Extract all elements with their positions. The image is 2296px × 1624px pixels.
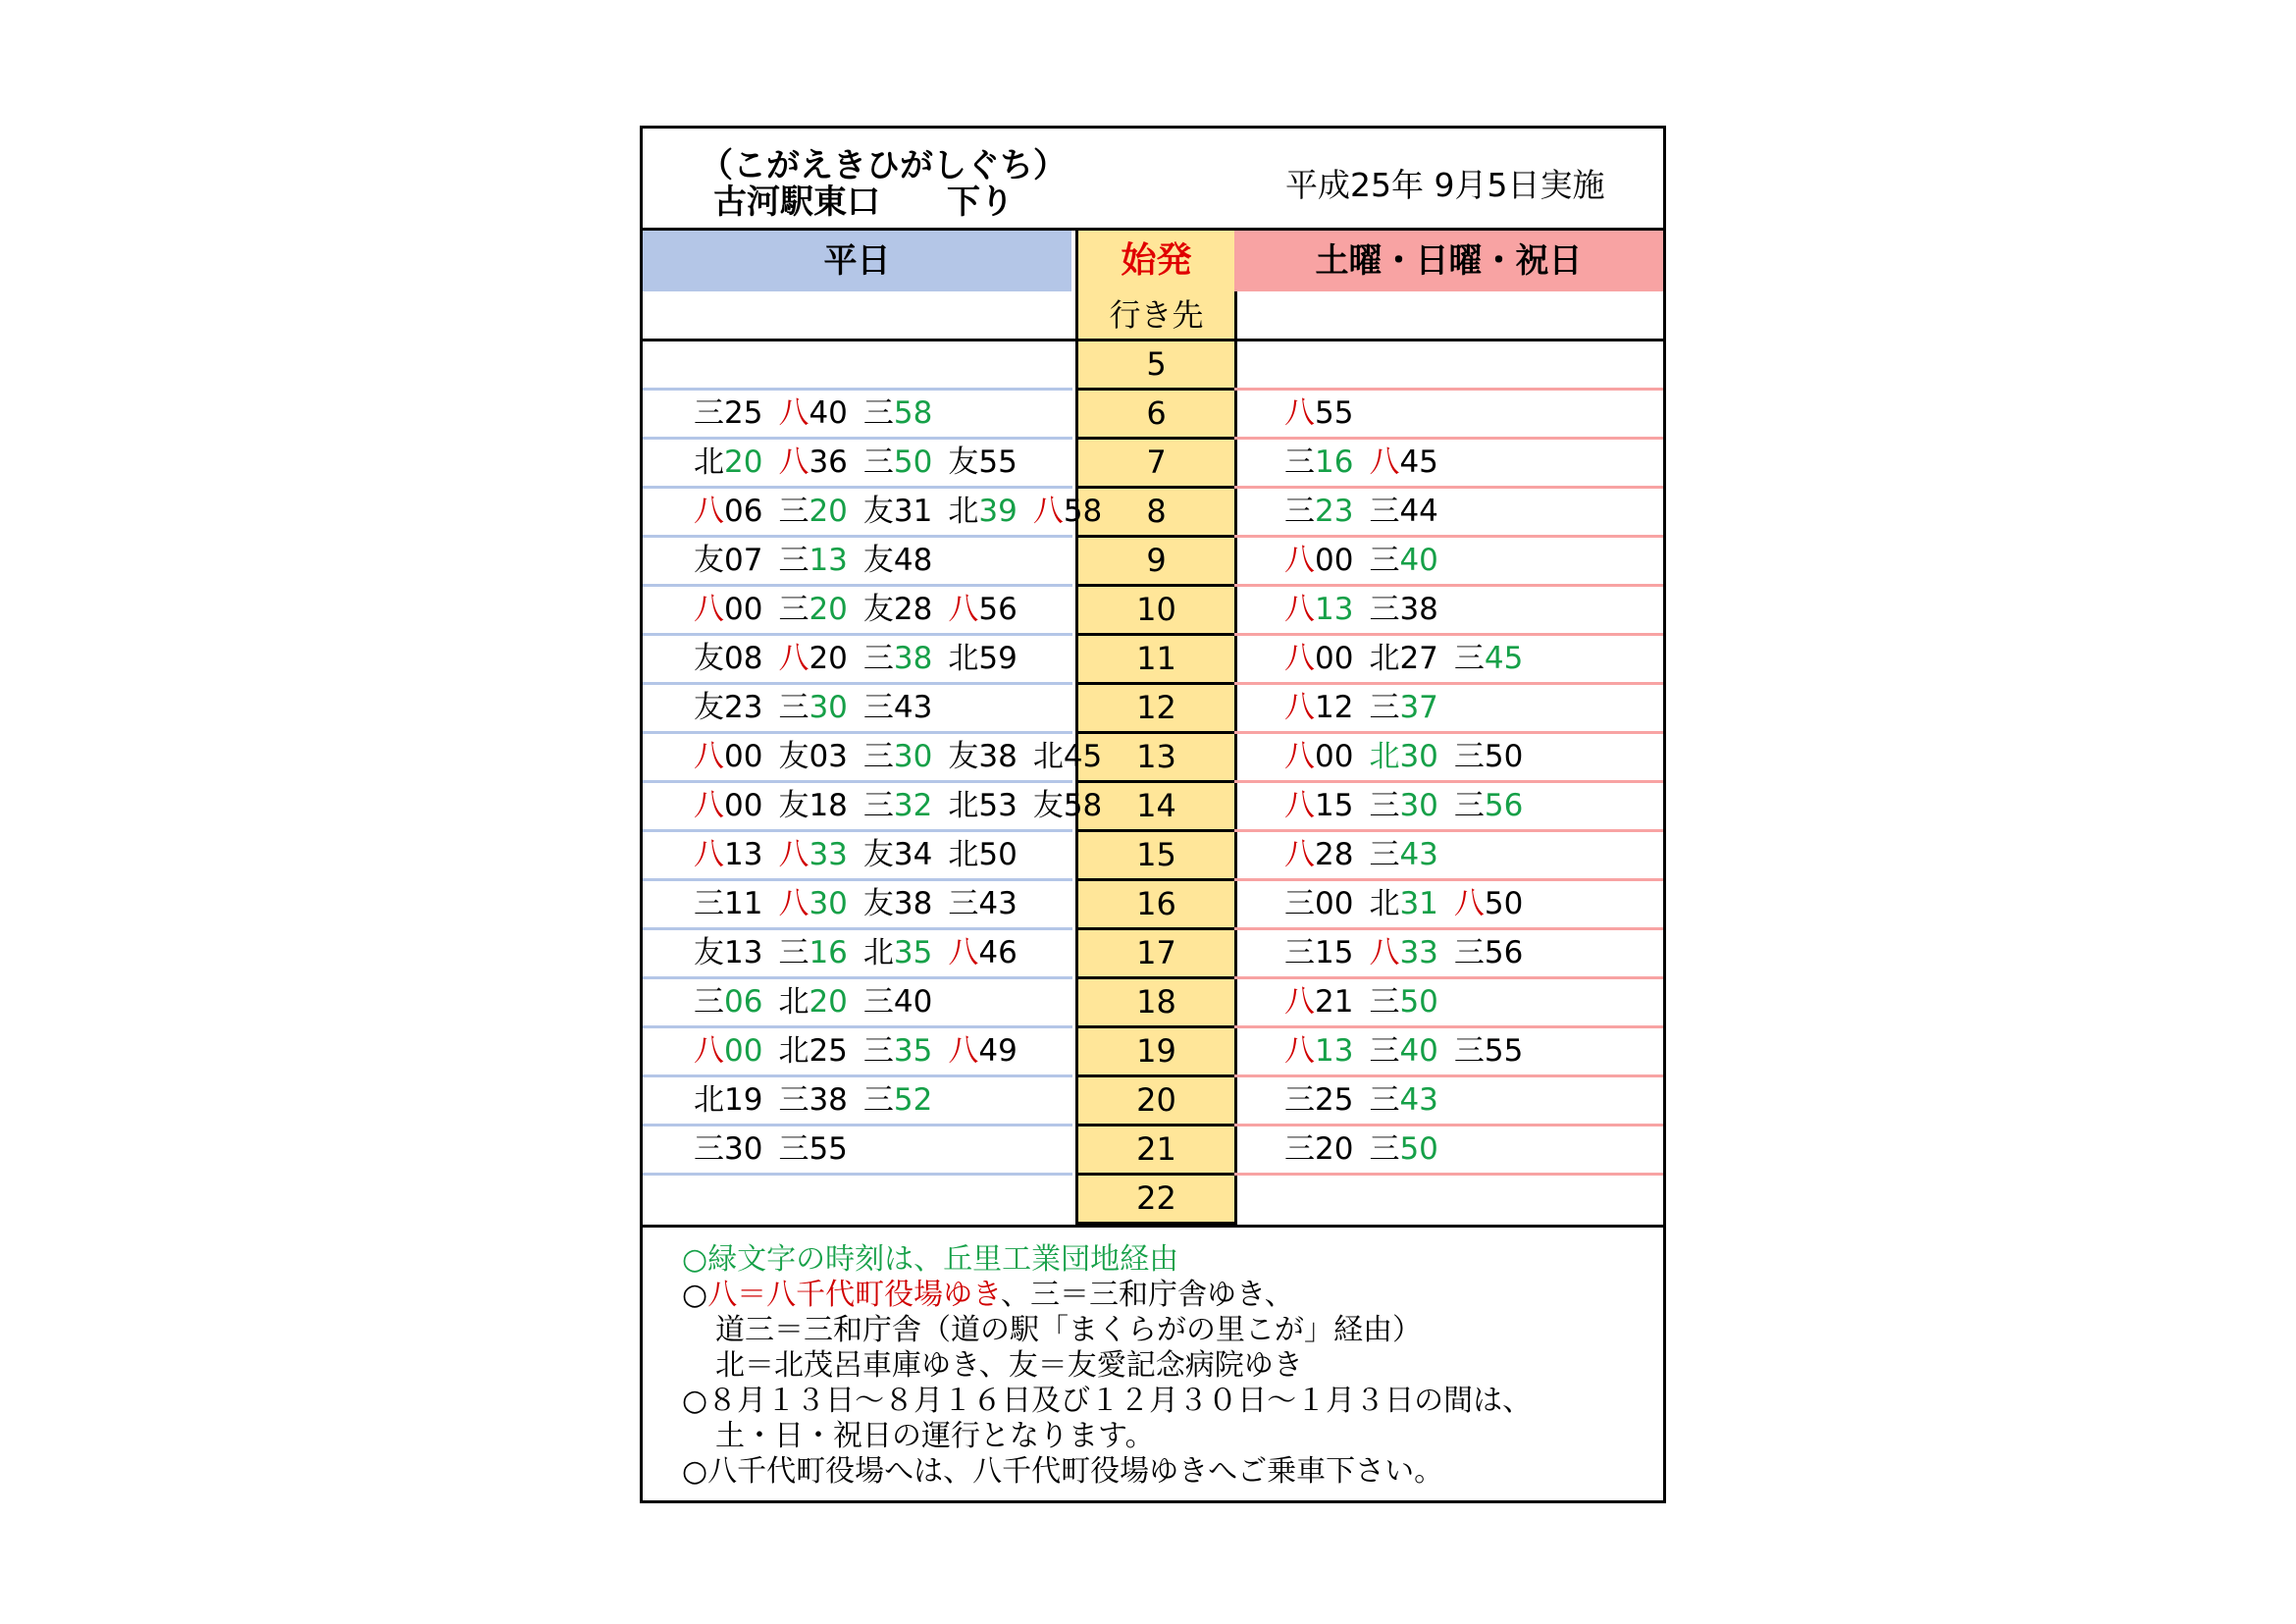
- departure-time: 八00: [694, 592, 763, 627]
- departure-time: 三52: [862, 1082, 933, 1118]
- hour-cell: 19: [1075, 1028, 1237, 1077]
- departure-time: 北39: [948, 494, 1018, 529]
- hour-cell: 12: [1075, 685, 1237, 734]
- weekday-times: [694, 587, 1033, 633]
- departure-time: 北25: [778, 1033, 848, 1069]
- note-holiday-operation: 土・日・祝日の運行となります。: [715, 1419, 1155, 1453]
- weekend-times: [1284, 538, 1454, 584]
- hour-cell: 6: [1075, 391, 1237, 440]
- departure-time: 友38: [862, 886, 933, 921]
- departure-time: 八33: [778, 837, 848, 872]
- departure-time: 三55: [778, 1131, 848, 1167]
- departure-time: 北59: [948, 641, 1018, 676]
- weekday-times: [694, 979, 948, 1025]
- weekend-times: [1284, 881, 1539, 927]
- hour-cell: 17: [1075, 930, 1237, 979]
- departure-time: 八00: [694, 739, 763, 774]
- hour-cell: 5: [1075, 341, 1237, 391]
- weekday-times: [694, 489, 1118, 535]
- weekend-times: [1284, 734, 1539, 780]
- departure-time: 三55: [1453, 1033, 1524, 1069]
- departure-time: 友03: [778, 739, 848, 774]
- departure-time: 友08: [694, 641, 763, 676]
- departure-time: 三40: [1369, 1033, 1438, 1069]
- departure-time: 北35: [862, 935, 933, 970]
- weekend-times: [1284, 783, 1539, 829]
- departure-time: 友18: [778, 788, 848, 823]
- departure-time: 八13: [694, 837, 763, 872]
- departure-time: 友28: [862, 592, 933, 627]
- hour-cell: 20: [1075, 1077, 1237, 1126]
- departure-time: 三50: [862, 445, 933, 480]
- weekend-times: [1284, 1077, 1454, 1124]
- departure-time: 八13: [1284, 592, 1354, 627]
- hour-cell: 22: [1075, 1176, 1237, 1225]
- weekday-times: [694, 440, 1033, 486]
- weekend-times: [1284, 832, 1454, 878]
- departure-time: 八13: [1284, 1033, 1354, 1069]
- weekend-times: [1284, 391, 1369, 437]
- departure-time: 友13: [694, 935, 763, 970]
- departure-time: 八00: [1284, 543, 1354, 578]
- note-destinations: ○八＝八千代町役場ゆき、三＝三和庁舎ゆき、: [682, 1278, 1294, 1312]
- departure-time: 八55: [1284, 395, 1354, 431]
- departure-time: 三40: [1369, 543, 1438, 578]
- departure-time: 友23: [694, 690, 763, 725]
- departure-time: 三50: [1369, 1131, 1438, 1167]
- departure-time: 北50: [948, 837, 1018, 872]
- departure-time: 八50: [1453, 886, 1524, 921]
- departure-time: 北45: [1032, 739, 1103, 774]
- departure-time: 三43: [1369, 1082, 1438, 1118]
- first-departure-header: 始発: [1075, 231, 1237, 291]
- note-green-route: ○緑文字の時刻は、丘里工業団地経由: [682, 1242, 1179, 1277]
- departure-time: 八46: [948, 935, 1018, 970]
- departure-time: 友38: [948, 739, 1018, 774]
- departure-time: 友55: [948, 445, 1018, 480]
- departure-time: 三25: [694, 395, 763, 431]
- departure-time: 八30: [778, 886, 848, 921]
- departure-time: 三56: [1453, 788, 1524, 823]
- weekday-times: [694, 1028, 1033, 1074]
- weekend-times: [1284, 489, 1454, 535]
- weekend-times: [1284, 1126, 1454, 1173]
- weekday-times: [694, 685, 948, 731]
- departure-time: 北31: [1369, 886, 1438, 921]
- note-kita-tomo: 北＝北茂呂車庫ゆき、友＝友愛記念病院ゆき: [715, 1348, 1303, 1383]
- departure-time: 三16: [1284, 445, 1354, 480]
- departure-time: 八49: [948, 1033, 1018, 1069]
- destination-label: 行き先: [1075, 291, 1237, 339]
- departure-time: 三32: [862, 788, 933, 823]
- departure-time: 八45: [1369, 445, 1438, 480]
- departure-time: 北53: [948, 788, 1018, 823]
- departure-time: 友07: [694, 543, 763, 578]
- weekday-times: [694, 1126, 863, 1173]
- departure-time: 三30: [778, 690, 848, 725]
- departure-time: 三38: [862, 641, 933, 676]
- departure-time: 八56: [948, 592, 1018, 627]
- note-yachiyo: 八＝八千代町役場ゆき: [707, 1278, 1001, 1312]
- departure-time: 三13: [778, 543, 848, 578]
- departure-time: 北27: [1369, 641, 1438, 676]
- weekend-times: [1284, 930, 1539, 976]
- departure-time: 北19: [694, 1082, 763, 1118]
- weekend-times: [1284, 1028, 1539, 1074]
- departure-time: 三58: [862, 395, 933, 431]
- departure-time: 三43: [1369, 837, 1438, 872]
- weekday-times: [694, 783, 1118, 829]
- departure-time: 三44: [1369, 494, 1438, 529]
- departure-time: 八33: [1369, 935, 1438, 970]
- hour-cell: 8: [1075, 489, 1237, 538]
- hour-cell: 21: [1075, 1126, 1237, 1176]
- weekday-times: [694, 391, 948, 437]
- departure-time: 友34: [862, 837, 933, 872]
- departure-time: 友58: [1032, 788, 1103, 823]
- effective-date: 平成25年 9月5日実施: [1285, 166, 1605, 204]
- departure-time: 八20: [778, 641, 848, 676]
- departure-time: 三30: [862, 739, 933, 774]
- weekday-times: [694, 832, 1033, 878]
- hour-cell: 7: [1075, 440, 1237, 489]
- departure-time: 八00: [1284, 739, 1354, 774]
- row-divider: [1234, 1173, 1663, 1176]
- departure-time: 八15: [1284, 788, 1354, 823]
- weekday-times: [694, 881, 1033, 927]
- hour-cell: 15: [1075, 832, 1237, 881]
- hour-cell: 9: [1075, 538, 1237, 587]
- departure-time: 三06: [694, 984, 763, 1020]
- station-name: 古河駅東口: [713, 183, 880, 222]
- weekend-times: [1284, 440, 1454, 486]
- note-michisan: 道三＝三和庁舎（道の駅「まくらがの里こが」経由）: [715, 1313, 1422, 1347]
- departure-time: 八06: [694, 494, 763, 529]
- departure-time: 三20: [778, 592, 848, 627]
- direction-label: 下り: [947, 183, 1014, 222]
- departure-time: 三35: [862, 1033, 933, 1069]
- departure-time: 三30: [1369, 788, 1438, 823]
- departure-time: 八36: [778, 445, 848, 480]
- departure-time: 友48: [862, 543, 933, 578]
- weekday-times: [694, 538, 948, 584]
- departure-time: 八12: [1284, 690, 1354, 725]
- departure-time: 三23: [1284, 494, 1354, 529]
- departure-time: 三20: [1284, 1131, 1354, 1167]
- departure-time: 八21: [1284, 984, 1354, 1020]
- departure-time: 三11: [694, 886, 763, 921]
- departure-time: 北30: [1369, 739, 1438, 774]
- weekday-times: [694, 734, 1118, 780]
- departure-time: 友31: [862, 494, 933, 529]
- departure-time: 三30: [694, 1131, 763, 1167]
- departure-time: 三38: [778, 1082, 848, 1118]
- station-reading: （こがえきひがしぐち）: [700, 146, 1067, 185]
- weekday-times: [694, 636, 1033, 682]
- departure-time: 八00: [1284, 641, 1354, 676]
- note-yachiyo-advice: ○八千代町役場へは、八千代町役場ゆきへご乗車下さい。: [682, 1454, 1444, 1489]
- departure-time: 八58: [1032, 494, 1103, 529]
- departure-time: 三45: [1453, 641, 1524, 676]
- departure-time: 三20: [778, 494, 848, 529]
- weekend-times: [1284, 636, 1539, 682]
- departure-time: 三15: [1284, 935, 1354, 970]
- departure-time: 北20: [778, 984, 848, 1020]
- departure-time: 三37: [1369, 690, 1438, 725]
- row-divider: [643, 1173, 1072, 1176]
- divider: [643, 1225, 1663, 1228]
- note-holiday-period: ○８月１３日～８月１６日及び１２月３０日～１月３日の間は、: [682, 1384, 1533, 1418]
- departure-time: 三40: [862, 984, 933, 1020]
- hour-cell: 10: [1075, 587, 1237, 636]
- departure-time: 三00: [1284, 886, 1354, 921]
- timetable-sheet: [640, 126, 1666, 1503]
- departure-time: 八00: [694, 788, 763, 823]
- weekday-column-header: 平日: [643, 231, 1071, 291]
- weekday-times: [694, 1077, 948, 1124]
- departure-time: 三56: [1453, 935, 1524, 970]
- hour-cell: 18: [1075, 979, 1237, 1028]
- departure-time: 三50: [1369, 984, 1438, 1020]
- hour-cell: 16: [1075, 881, 1237, 930]
- weekend-times: [1284, 587, 1454, 633]
- weekend-times: [1284, 685, 1454, 731]
- departure-time: 八28: [1284, 837, 1354, 872]
- timetable-header: [643, 129, 1663, 231]
- departure-time: 八00: [694, 1033, 763, 1069]
- departure-time: 三43: [862, 690, 933, 725]
- departure-time: 三43: [948, 886, 1018, 921]
- weekend-column-header: 土曜・日曜・祝日: [1234, 231, 1663, 291]
- hour-cell: 14: [1075, 783, 1237, 832]
- departure-time: 三50: [1453, 739, 1524, 774]
- departure-time: 北20: [694, 445, 763, 480]
- departure-time: 八40: [778, 395, 848, 431]
- departure-time: 三38: [1369, 592, 1438, 627]
- departure-time: 三25: [1284, 1082, 1354, 1118]
- hour-cell: 13: [1075, 734, 1237, 783]
- hour-cell: 11: [1075, 636, 1237, 685]
- notes: [682, 1242, 1532, 1490]
- weekday-times: [694, 930, 1033, 976]
- weekend-times: [1284, 979, 1454, 1025]
- departure-time: 三16: [778, 935, 848, 970]
